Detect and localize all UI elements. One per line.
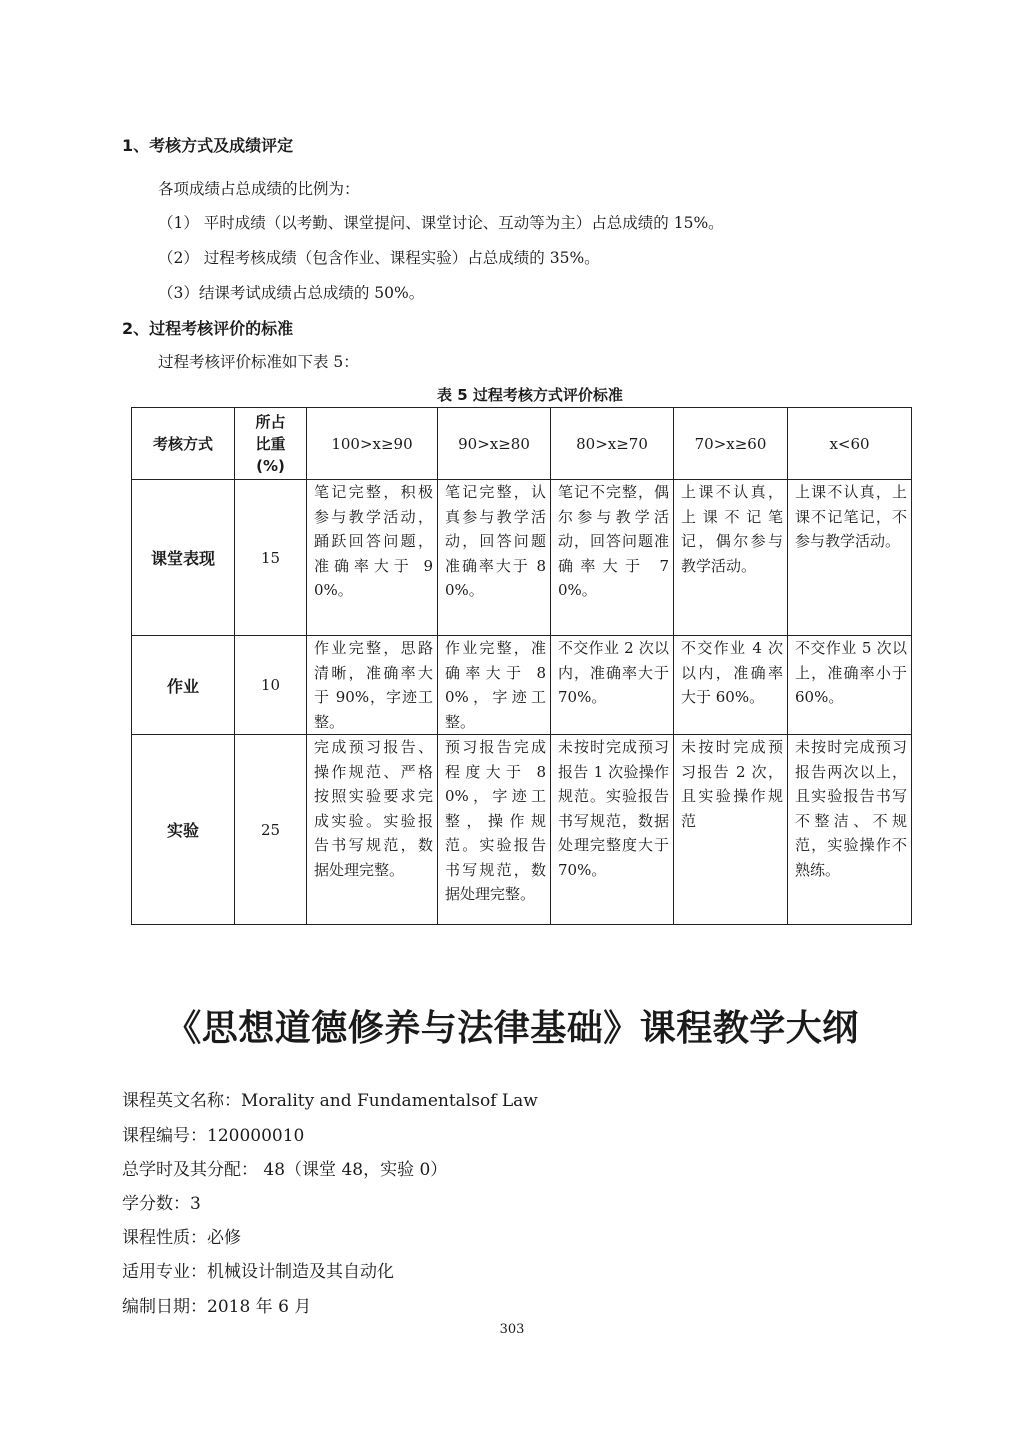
row-weight: 25 <box>235 735 307 925</box>
course-major: 适用专业：机械设计制造及其自动化 <box>122 1262 394 1282</box>
course-hours: 总学时及其分配： 48（课堂 48，实验 0） <box>122 1160 448 1180</box>
table-row <box>132 636 912 735</box>
row-name: 课堂表现 <box>132 480 235 636</box>
header-range-below-60: x<60 <box>788 408 912 480</box>
table-cell: 上课不认真，上课不记笔记，不参与教学活动。 <box>788 480 912 636</box>
table-cell: 作业完整，思路清晰，准确率大于 90%，字迹工整。 <box>307 636 438 735</box>
course-date: 编制日期：2018 年 6 月 <box>122 1297 312 1317</box>
header-method: 考核方式 <box>132 408 235 480</box>
section1-item-3: （3）结课考试成绩占总成绩的 50%。 <box>158 284 425 302</box>
table-cell: 不交作业 4 次以内，准确率大于 60%。 <box>674 636 788 735</box>
table-cell: 作业完整，准确率大于 80%，字迹工整。 <box>438 636 551 735</box>
table-cell: 笔记不完整，偶尔参与教学活动，回答问题准确率大于 70%。 <box>551 480 674 636</box>
course-code: 课程编号：120000010 <box>122 1126 305 1146</box>
table-caption: 表 5 过程考核方式评价标准 <box>437 386 623 404</box>
course-title: 《思想道德修养与法律基础》课程教学大纲 <box>165 1008 859 1049</box>
course-credits: 学分数：3 <box>122 1194 201 1214</box>
table-row <box>132 480 912 636</box>
header-range-60-70: 70>x≥60 <box>674 408 788 480</box>
table-cell: 笔记完整，积极参与教学活动，踊跃回答问题，准确率大于 90%。 <box>307 480 438 636</box>
header-range-80-90: 90>x≥80 <box>438 408 551 480</box>
row-weight: 10 <box>235 636 307 735</box>
table-header-row <box>132 408 912 480</box>
row-name: 作业 <box>132 636 235 735</box>
table-cell: 未按时完成预习报告两次以上，且实验报告书写不整洁、不规范，实验操作不熟练。 <box>788 735 912 925</box>
evaluation-table <box>131 407 912 925</box>
table-cell: 笔记完整，认真参与教学活动，回答问题准确率大于 80%。 <box>438 480 551 636</box>
course-english-name: 课程英文名称：Morality and Fundamentalsof Law <box>122 1091 538 1111</box>
row-weight: 15 <box>235 480 307 636</box>
header-range-90-100: 100>x≥90 <box>307 408 438 480</box>
header-range-70-80: 80>x≥70 <box>551 408 674 480</box>
table-cell: 上课不认真，上课不记笔记，偶尔参与教学活动。 <box>674 480 788 636</box>
table-cell: 未按时完成预习报告 1 次验操作规范。实验报告书写规范，数据处理完整度大于 70%。 <box>551 735 674 925</box>
section1-heading: 1、考核方式及成绩评定 <box>122 136 294 155</box>
table-cell: 完成预习报告、操作规范、严格按照实验要求完成实验。实验报告书写规范，数据处理完整。 <box>307 735 438 925</box>
table-cell: 不交作业 2 次以内，准确率大于 70%。 <box>551 636 674 735</box>
section2-intro: 过程考核评价标准如下表 5： <box>158 353 359 371</box>
row-name: 实验 <box>132 735 235 925</box>
section1-item-1: （1） 平时成绩（以考勤、课堂提问、课堂讨论、互动等为主）占总成绩的 15%。 <box>158 214 724 232</box>
course-nature: 课程性质：必修 <box>122 1228 241 1248</box>
table-cell: 不交作业 5 次以上，准确率小于 60%。 <box>788 636 912 735</box>
section1-intro: 各项成绩占总成绩的比例为： <box>158 180 360 198</box>
header-weight: 所占比重(%) <box>235 408 307 480</box>
table-cell: 未按时完成预习报告 2 次，且实验操作规范 <box>674 735 788 925</box>
section2-heading: 2、过程考核评价的标准 <box>122 319 294 338</box>
table-cell: 预习报告完成程度大于 80%，字迹工整，操作规范。实验报告书写规范，数据处理完整。 <box>438 735 551 925</box>
table-row <box>132 735 912 925</box>
section1-item-2: （2） 过程考核成绩（包含作业、课程实验）占总成绩的 35%。 <box>158 249 600 267</box>
page-number: 303 <box>499 1322 525 1337</box>
